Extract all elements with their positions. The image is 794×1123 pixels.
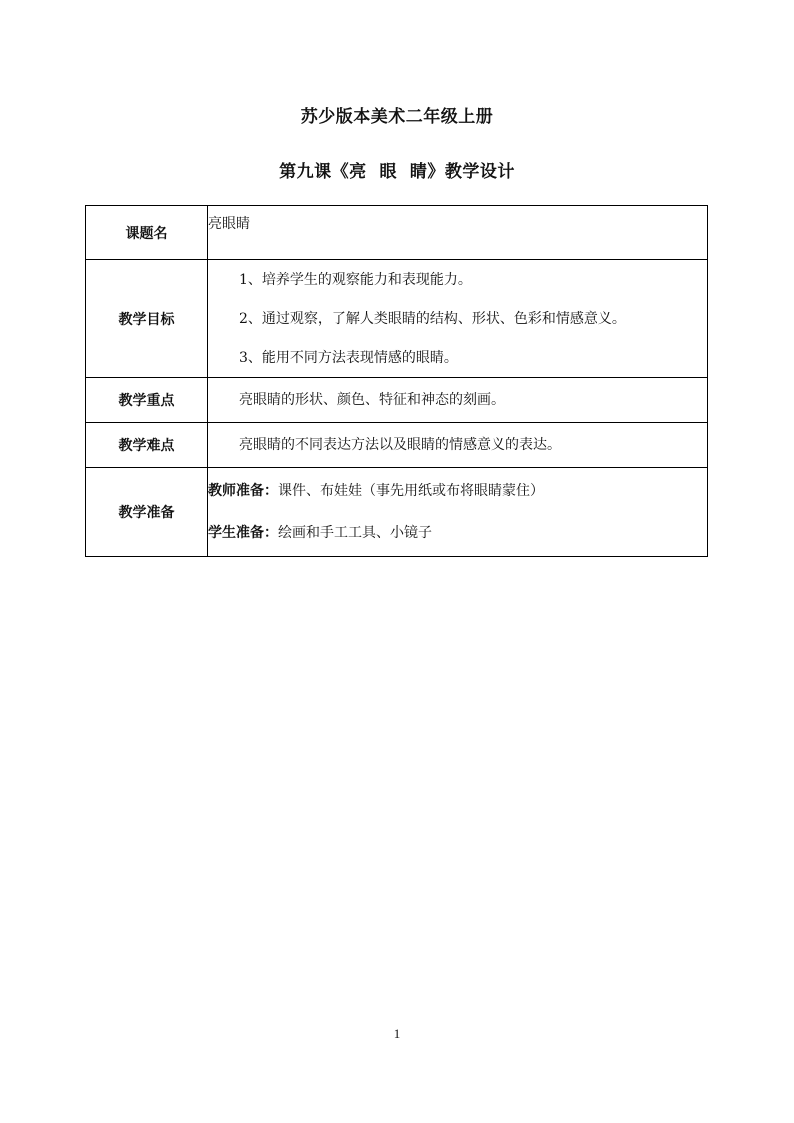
document-title: 苏少版本美术二年级上册 [300, 107, 494, 127]
preparation-content [208, 468, 708, 557]
student-preparation-label: 学生准备： [208, 525, 278, 541]
teacher-preparation-label: 教师准备： [208, 483, 278, 499]
table-row-difficulties [86, 423, 708, 468]
key-points-label: 教学重点 [86, 378, 208, 423]
student-preparation [208, 523, 707, 543]
page-number: 1 [393, 1026, 401, 1041]
key-points-content [208, 378, 708, 423]
topic-value: 亮眼睛 [208, 206, 708, 260]
goal-item: 2、通过观察，了解人类眼睛的结构、形状、色彩和情感意义。 [239, 310, 626, 327]
table-row-goals [86, 260, 708, 378]
goal-item: 3、能用不同方法表现情感的眼睛。 [239, 349, 458, 366]
difficulties-content [208, 423, 708, 468]
lesson-plan-table [85, 205, 708, 557]
goals-content [208, 260, 708, 378]
goals-label: 教学目标 [86, 260, 208, 378]
teacher-preparation-value: 课件、布娃娃（事先用纸或布将眼睛蒙住） [278, 483, 544, 499]
table-row-preparation [86, 468, 708, 557]
topic-label: 课题名 [86, 206, 208, 260]
table-row-key-points [86, 378, 708, 423]
student-preparation-value: 绘画和手工工具、小镜子 [278, 525, 432, 541]
goal-item: 1、培养学生的观察能力和表现能力。 [239, 271, 472, 288]
key-points-value: 亮眼睛的形状、颜色、特征和神态的刻画。 [239, 392, 505, 408]
difficulties-value: 亮眼睛的不同表达方法以及眼睛的情感意义的表达。 [239, 437, 561, 453]
preparation-label: 教学准备 [86, 468, 208, 557]
difficulties-label: 教学难点 [86, 423, 208, 468]
document-subtitle: 第九课《亮 眼 睛》教学设计 [279, 162, 515, 182]
teacher-preparation [208, 481, 707, 501]
table-row-topic [86, 206, 708, 260]
